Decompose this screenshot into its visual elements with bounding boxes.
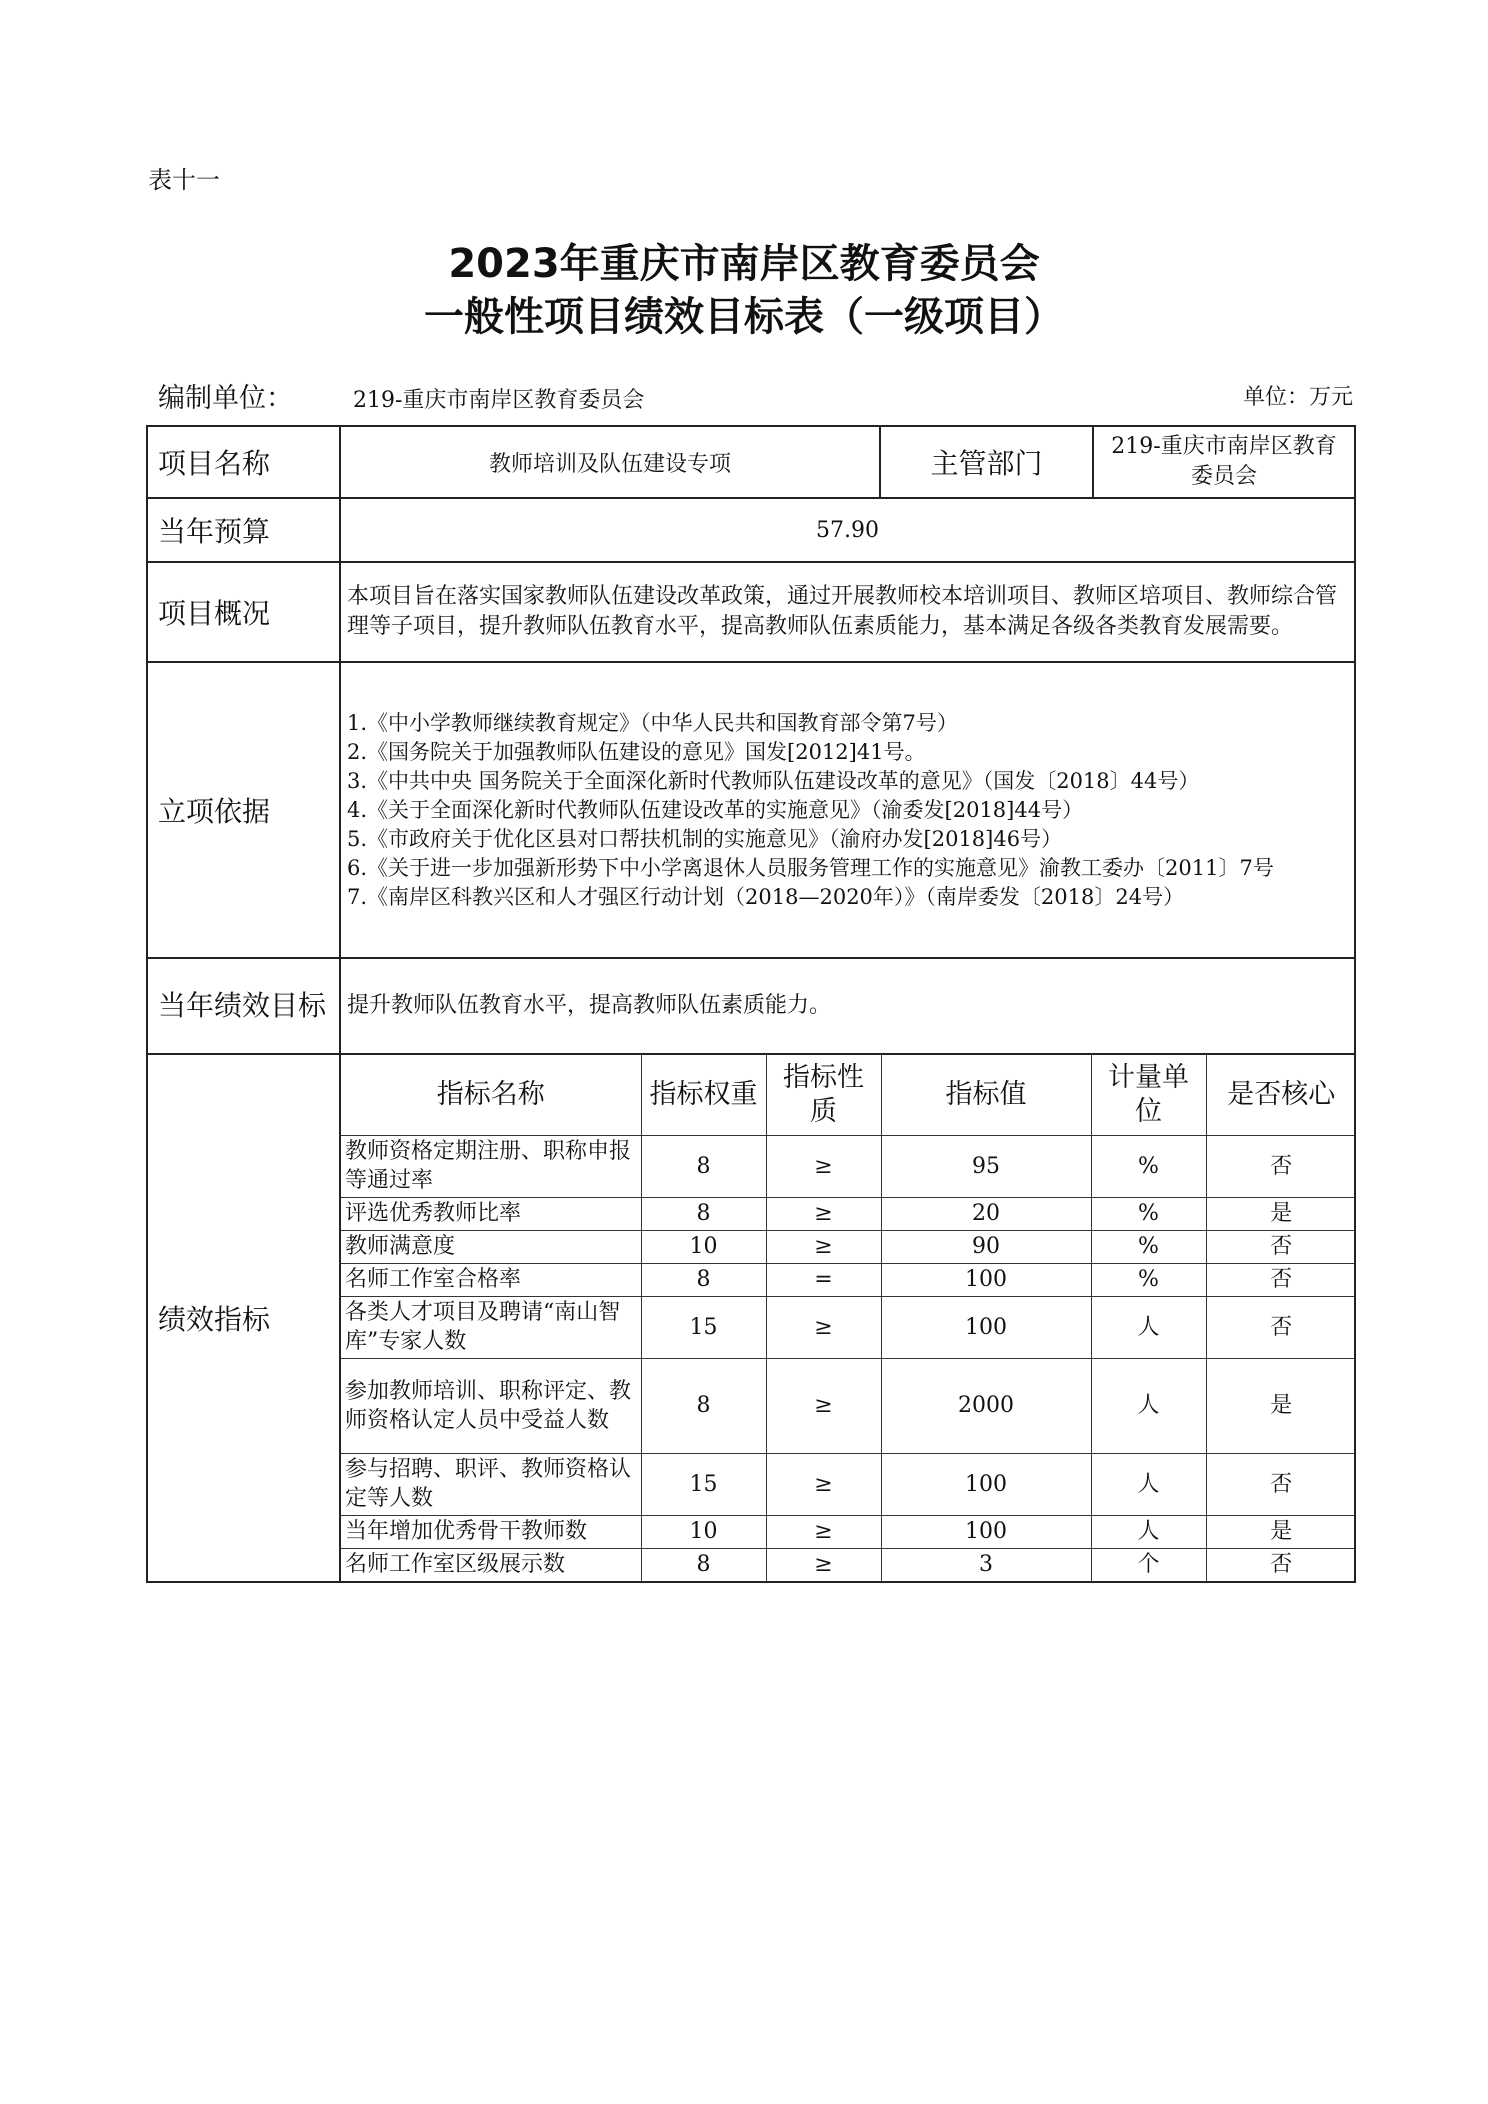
indicator-weight: 10 bbox=[641, 1230, 766, 1263]
compile-unit-value: 219-重庆市南岸区教育委员会 bbox=[353, 388, 645, 413]
row-goal bbox=[147, 958, 1355, 1054]
basis-item: 1.《中小学教师继续教育规定》（中华人民共和国教育部令第7号） bbox=[347, 710, 958, 735]
table-row bbox=[341, 1453, 1356, 1515]
indicator-value: 2000 bbox=[881, 1358, 1091, 1453]
table-row bbox=[341, 1358, 1356, 1453]
indicator-unit: % bbox=[1091, 1230, 1206, 1263]
indicator-weight: 8 bbox=[641, 1358, 766, 1453]
indicator-weight: 8 bbox=[641, 1135, 766, 1197]
indicator-core: 否 bbox=[1206, 1263, 1356, 1296]
table-row bbox=[341, 1296, 1356, 1358]
indicator-weight: 15 bbox=[641, 1453, 766, 1515]
row-basis bbox=[147, 662, 1355, 958]
indicator-nature: ≥ bbox=[766, 1358, 881, 1453]
table-row bbox=[341, 1197, 1356, 1230]
indicator-name: 名师工作室合格率 bbox=[341, 1263, 641, 1296]
indicator-unit: 人 bbox=[1091, 1515, 1206, 1548]
indicator-weight: 15 bbox=[641, 1296, 766, 1358]
header-unit: 计量单位 bbox=[1091, 1055, 1206, 1135]
indicator-core: 否 bbox=[1206, 1296, 1356, 1358]
goal-text: 提升教师队伍教育水平，提高教师队伍素质能力。 bbox=[340, 958, 1355, 1054]
indicator-weight: 10 bbox=[641, 1515, 766, 1548]
label-indicators: 绩效指标 bbox=[147, 1054, 340, 1582]
indicator-core: 否 bbox=[1206, 1135, 1356, 1197]
indicator-core: 否 bbox=[1206, 1453, 1356, 1515]
header-value: 指标值 bbox=[881, 1055, 1091, 1135]
basis-item: 7.《南岸区科教兴区和人才强区行动计划（2018—2020年）》（南岸委发〔2018〕24号） bbox=[347, 884, 1185, 909]
header-indicator-name: 指标名称 bbox=[341, 1055, 641, 1135]
performance-target-table bbox=[146, 425, 1356, 1583]
label-budget: 当年预算 bbox=[147, 498, 340, 562]
basis-list bbox=[340, 662, 1355, 958]
compile-unit-label: 编制单位： bbox=[158, 383, 293, 414]
indicator-name: 参与招聘、职评、教师资格认定等人数 bbox=[341, 1453, 641, 1515]
indicator-unit: % bbox=[1091, 1263, 1206, 1296]
table-number: 表十一 bbox=[148, 166, 220, 194]
indicator-weight: 8 bbox=[641, 1197, 766, 1230]
indicator-name: 评选优秀教师比率 bbox=[341, 1197, 641, 1230]
indicator-core: 是 bbox=[1206, 1515, 1356, 1548]
indicator-header-row bbox=[341, 1055, 1356, 1135]
indicator-nature: ≥ bbox=[766, 1135, 881, 1197]
indicator-core: 否 bbox=[1206, 1230, 1356, 1263]
label-basis: 立项依据 bbox=[147, 662, 340, 958]
project-name-value: 教师培训及队伍建设专项 bbox=[340, 426, 880, 498]
indicator-value: 95 bbox=[881, 1135, 1091, 1197]
basis-item: 4.《关于全面深化新时代教师队伍建设改革的实施意见》（渝委发[2018]44号） bbox=[347, 797, 1084, 822]
compile-unit bbox=[158, 376, 644, 415]
indicator-unit: 人 bbox=[1091, 1358, 1206, 1453]
budget-value: 57.90 bbox=[340, 498, 1355, 562]
currency-unit: 单位：万元 bbox=[1242, 385, 1353, 410]
header-weight: 指标权重 bbox=[641, 1055, 766, 1135]
page-title: 2023年重庆市南岸区教育委员会 bbox=[448, 241, 1040, 287]
indicator-value: 100 bbox=[881, 1453, 1091, 1515]
indicator-nature: ≥ bbox=[766, 1515, 881, 1548]
indicator-nature: = bbox=[766, 1263, 881, 1296]
table-row bbox=[341, 1230, 1356, 1263]
indicator-name: 参加教师培训、职称评定、教师资格认定人员中受益人数 bbox=[341, 1358, 641, 1453]
page-subtitle: 一般性项目绩效目标表（一级项目） bbox=[424, 294, 1064, 340]
indicator-value: 100 bbox=[881, 1515, 1091, 1548]
indicators-cell bbox=[340, 1054, 1355, 1582]
indicator-core: 是 bbox=[1206, 1197, 1356, 1230]
dept-value: 219-重庆市南岸区教育委员会 bbox=[1093, 426, 1355, 498]
indicator-weight: 8 bbox=[641, 1548, 766, 1581]
indicator-unit: 个 bbox=[1091, 1548, 1206, 1581]
indicator-value: 100 bbox=[881, 1296, 1091, 1358]
indicator-name: 名师工作室区级展示数 bbox=[341, 1548, 641, 1581]
overview-text: 本项目旨在落实国家教师队伍建设改革政策，通过开展教师校本培训项目、教师区培项目、教师综合管理等子项目，提升教师队伍教育水平，提高教师队伍素质能力，基本满足各级各类教育发展需要。 bbox=[340, 562, 1355, 662]
indicator-name: 教师资格定期注册、职称申报等通过率 bbox=[341, 1135, 641, 1197]
indicator-unit: 人 bbox=[1091, 1453, 1206, 1515]
indicator-unit: % bbox=[1091, 1135, 1206, 1197]
indicator-nature: ≥ bbox=[766, 1296, 881, 1358]
indicator-nature: ≥ bbox=[766, 1548, 881, 1581]
indicator-value: 90 bbox=[881, 1230, 1091, 1263]
indicator-value: 100 bbox=[881, 1263, 1091, 1296]
indicator-unit: 人 bbox=[1091, 1296, 1206, 1358]
row-project-name bbox=[147, 426, 1355, 498]
basis-item: 6.《关于进一步加强新形势下中小学离退休人员服务管理工作的实施意见》渝教工委办〔2011〕7号 bbox=[347, 855, 1274, 880]
indicator-value: 3 bbox=[881, 1548, 1091, 1581]
table-row bbox=[341, 1263, 1356, 1296]
label-goal: 当年绩效目标 bbox=[147, 958, 340, 1054]
table-row bbox=[341, 1515, 1356, 1548]
indicator-name: 当年增加优秀骨干教师数 bbox=[341, 1515, 641, 1548]
basis-item: 5.《市政府关于优化区县对口帮扶机制的实施意见》（渝府办发[2018]46号） bbox=[347, 826, 1063, 851]
row-indicators bbox=[147, 1054, 1355, 1582]
indicator-nature: ≥ bbox=[766, 1230, 881, 1263]
indicator-name: 各类人才项目及聘请“南山智库”专家人数 bbox=[341, 1296, 641, 1358]
indicator-nature: ≥ bbox=[766, 1453, 881, 1515]
indicator-core: 否 bbox=[1206, 1548, 1356, 1581]
label-dept: 主管部门 bbox=[880, 426, 1093, 498]
indicator-value: 20 bbox=[881, 1197, 1091, 1230]
basis-item: 2.《国务院关于加强教师队伍建设的意见》国发[2012]41号。 bbox=[347, 739, 926, 764]
header-core: 是否核心 bbox=[1206, 1055, 1356, 1135]
row-overview bbox=[147, 562, 1355, 662]
indicator-table bbox=[341, 1055, 1356, 1581]
basis-item: 3.《中共中央 国务院关于全面深化新时代教师队伍建设改革的意见》（国发〔2018〕44号） bbox=[347, 768, 1200, 793]
indicator-name: 教师满意度 bbox=[341, 1230, 641, 1263]
label-project-name: 项目名称 bbox=[147, 426, 340, 498]
indicator-nature: ≥ bbox=[766, 1197, 881, 1230]
indicator-unit: % bbox=[1091, 1197, 1206, 1230]
table-row bbox=[341, 1135, 1356, 1197]
row-budget bbox=[147, 498, 1355, 562]
header-nature: 指标性质 bbox=[766, 1055, 881, 1135]
indicator-weight: 8 bbox=[641, 1263, 766, 1296]
indicator-core: 是 bbox=[1206, 1358, 1356, 1453]
table-row bbox=[341, 1548, 1356, 1581]
label-overview: 项目概况 bbox=[147, 562, 340, 662]
